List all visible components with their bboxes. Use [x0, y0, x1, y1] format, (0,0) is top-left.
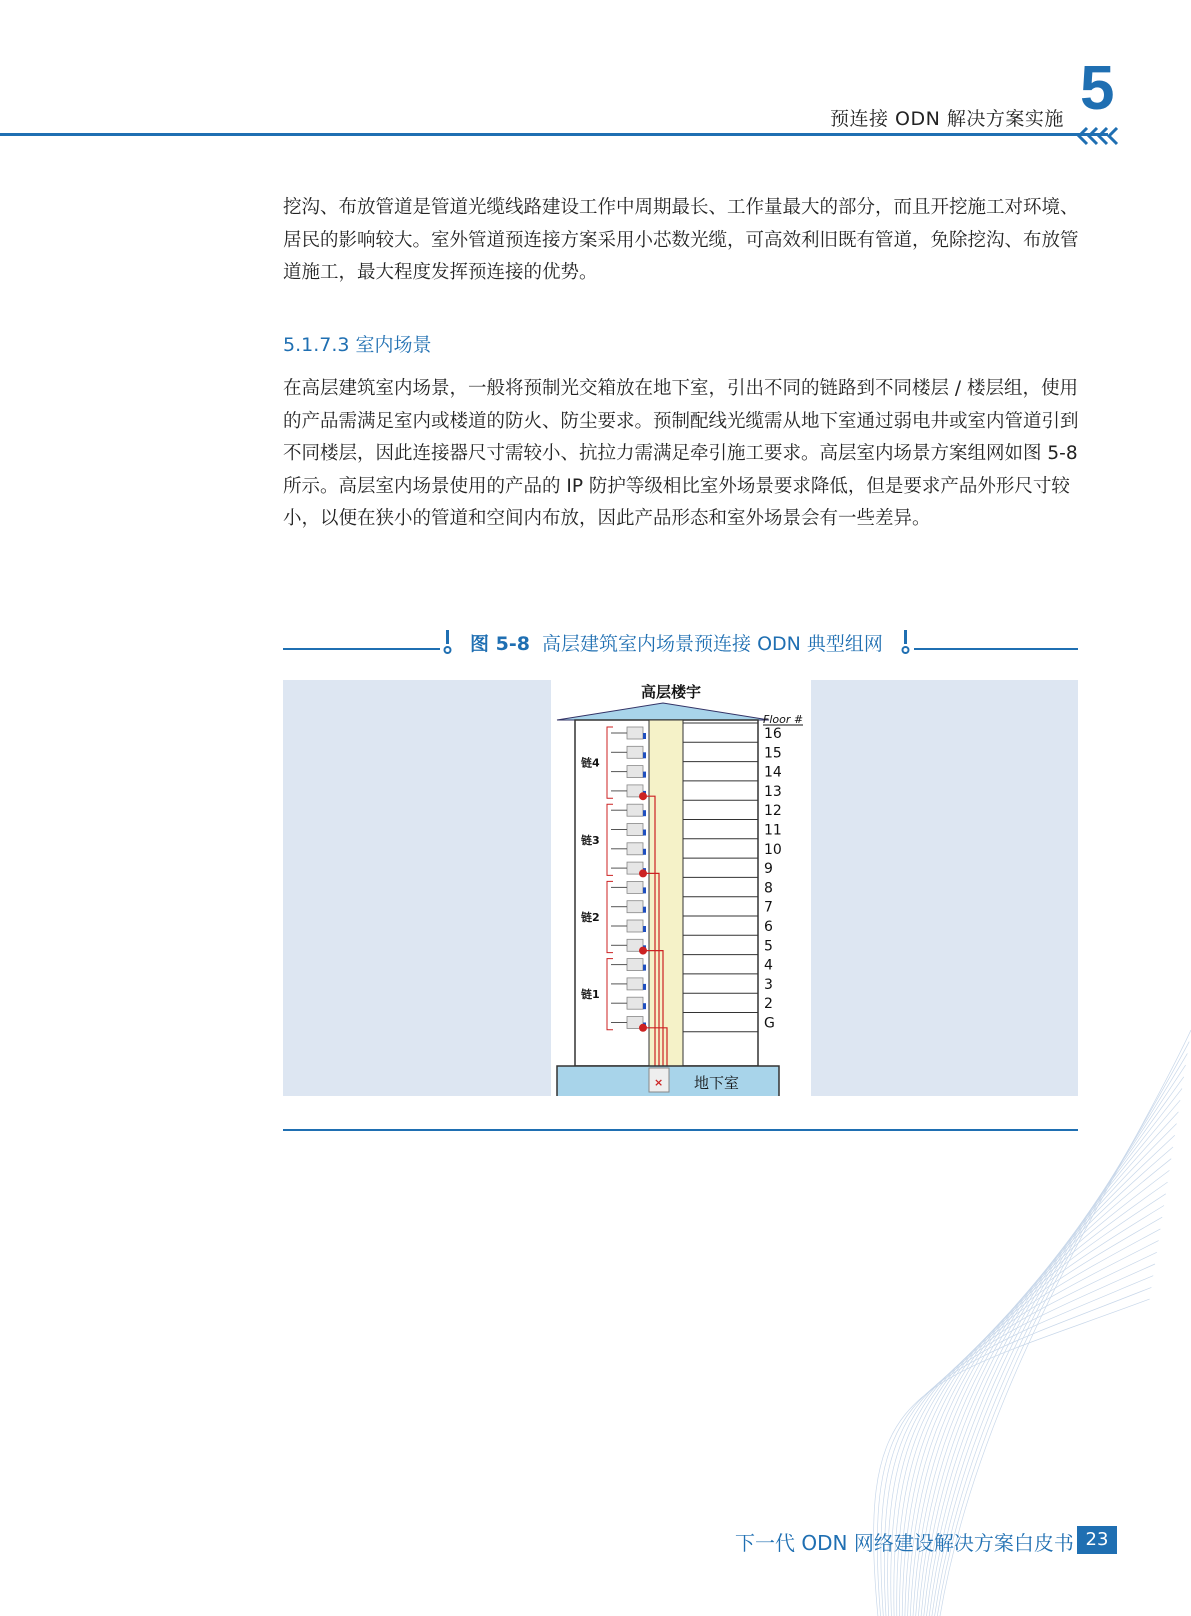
- connector-unit: [627, 901, 643, 913]
- chapter-number: 5: [1080, 54, 1115, 123]
- chain-label: 链1: [581, 988, 600, 1002]
- blue-drop-marker: [643, 752, 646, 758]
- building-network-diagram: [551, 680, 811, 1096]
- floor-label: 12: [764, 803, 782, 820]
- blue-drop-marker: [643, 733, 646, 739]
- blue-drop-marker: [643, 1003, 646, 1009]
- section-heading: 5.1.7.3 室内场景: [283, 334, 432, 356]
- caption-marker-icon: [898, 628, 914, 656]
- floor-label: 10: [764, 841, 782, 858]
- floor-label: 6: [764, 919, 773, 935]
- floor-label: 14: [764, 764, 782, 781]
- chain-label: 链3: [581, 833, 600, 847]
- basement-label: 地下室: [694, 1074, 740, 1092]
- header-divider: [0, 133, 1108, 136]
- chain-label: 链2: [581, 911, 600, 924]
- building-roof: [557, 703, 769, 720]
- floor-label: 16: [764, 726, 782, 742]
- connector-unit: [627, 881, 643, 893]
- blue-drop-marker: [643, 830, 646, 836]
- floor-label: 3: [764, 976, 773, 993]
- wave-line: [897, 1217, 1162, 1616]
- connector-unit: [627, 959, 643, 971]
- connector-unit: [627, 804, 643, 816]
- floor-label: 15: [764, 745, 782, 762]
- blue-drop-marker: [643, 772, 646, 778]
- paragraph-intro: 挖沟、布放管道是管道光缆线路建设工作中周期最长、工作量最大的部分，而且开挖施工对环境、居民的影响较大。室外管道预连接方案采用小芯数光缆，可高效利旧既有管道，免除挖沟、布放管道施工，最大程度发挥预连接的优势。: [283, 197, 1079, 283]
- caption-line-left: [283, 648, 440, 650]
- wave-line: [877, 1287, 1151, 1616]
- floor-label: G: [764, 1015, 775, 1032]
- blue-drop-marker: [643, 907, 646, 913]
- paragraph-indoor-scenario: 在高层建筑室内场景，一般将预制光交箱放在地下室，引出不同的链路到不同楼层 / 楼层组，使用的产品需满足室内或楼道的防火、防尘要求。预制配线光缆需从地下室通过弱电井或室内管道引到不同楼层，因此连接器尺寸需较小、抗拉力需满足牵引施工要求。高层室内场景方案组网如图 5-8 所示。高层室内场景使用的产品的 IP 防护等级相比室外场景要求降低，但是要求产品外形尺寸较小，以便在狭小的管道和空间内布放，因此产品形态和室外场景会有一些差异。: [283, 378, 1079, 529]
- floor-label: 11: [764, 822, 782, 839]
- blue-drop-marker: [643, 926, 646, 932]
- figure-background-right: [811, 680, 1078, 1096]
- connector-unit: [627, 920, 643, 932]
- floor-label: 9: [764, 861, 773, 878]
- floor-label: 13: [764, 783, 782, 800]
- floor-label: 4: [764, 957, 773, 974]
- connector-unit: [627, 997, 643, 1009]
- chevrons-left-icon: [1075, 125, 1125, 147]
- caption-line-right: [914, 648, 1078, 650]
- wave-line: [894, 1229, 1161, 1616]
- connector-unit: [627, 978, 643, 990]
- chapter-title: 预连接 ODN 解决方案实施: [830, 108, 1064, 130]
- connector-unit: [627, 766, 643, 778]
- connector-unit: [627, 746, 643, 758]
- figure-caption-label: 图 5-8: [470, 633, 530, 655]
- connector-unit: [627, 843, 643, 855]
- figure-caption: [470, 629, 883, 656]
- blue-drop-marker: [643, 887, 646, 893]
- page-number: 23: [1077, 1526, 1117, 1554]
- floor-label: 5: [764, 938, 773, 955]
- blue-drop-marker: [643, 965, 646, 971]
- blue-drop-marker: [643, 810, 646, 816]
- building-diagram-svg: [551, 680, 811, 1096]
- figure-caption-text: 高层建筑室内场景预连接 ODN 典型组网: [542, 633, 883, 655]
- blue-drop-marker: [643, 849, 646, 855]
- distribution-box-mark-icon: ×: [654, 1076, 664, 1089]
- figure-background-left: [283, 680, 551, 1096]
- connector-unit: [627, 727, 643, 739]
- floor-label: 8: [764, 880, 773, 897]
- floor-header: Floor #: [763, 713, 804, 726]
- riser-shaft: [649, 720, 683, 1066]
- connector-unit: [627, 824, 643, 836]
- blue-drop-marker: [643, 984, 646, 990]
- floor-label: 7: [764, 899, 773, 916]
- chain-label: 链4: [581, 756, 600, 770]
- building-title: 高层楼宇: [641, 683, 702, 701]
- figure-bottom-divider: [283, 1129, 1078, 1131]
- caption-marker-icon: [440, 628, 456, 656]
- floor-label: 2: [764, 996, 773, 1013]
- footer-title: 下一代 ODN 网络建设解决方案白皮书: [735, 1531, 1074, 1555]
